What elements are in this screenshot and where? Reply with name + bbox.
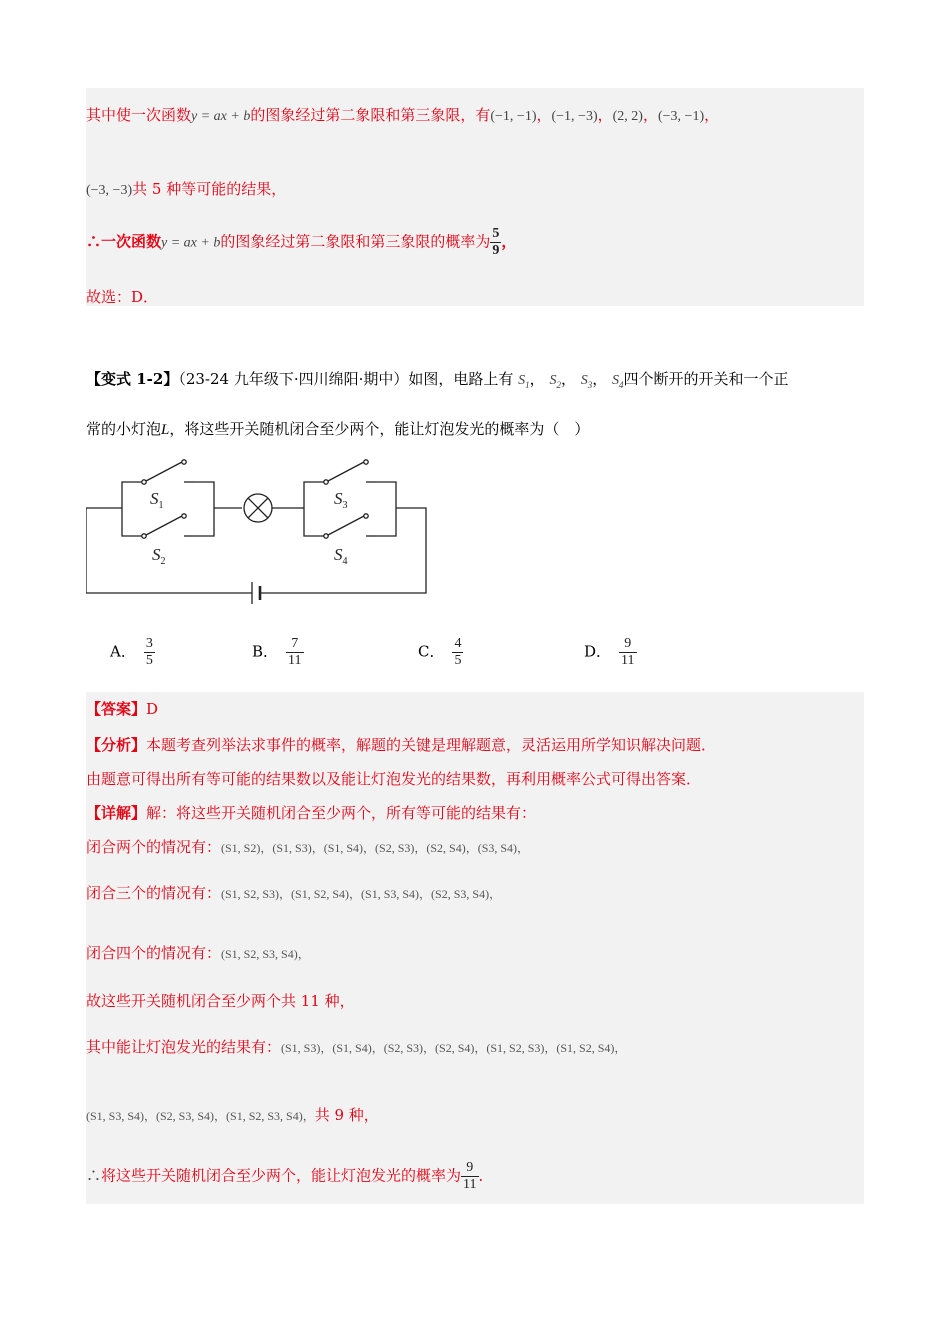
question-line-2 bbox=[86, 418, 589, 439]
fraction-numerator: 4 bbox=[454, 636, 462, 651]
wire-left bbox=[86, 508, 252, 593]
option-fraction bbox=[619, 636, 636, 669]
switch-label-3: $S_3$ bbox=[580, 373, 593, 390]
option-fraction bbox=[286, 636, 303, 669]
question-source: （23-24 九年级下·四川绵阳·期中）如图，电路上有 bbox=[178, 370, 514, 388]
option-a[interactable] bbox=[110, 636, 155, 669]
pair-5: (−3, −3) bbox=[86, 183, 133, 198]
conclusion-text: 将这些开关随机闭合至少两个，能让灯泡发光的概率为 bbox=[101, 1166, 462, 1185]
fraction-numerator: 9 bbox=[619, 636, 636, 653]
pair-3: (2, 2) bbox=[612, 109, 643, 124]
text-segment: 的图象经过第二象限和第三象限的概率为 bbox=[220, 232, 491, 251]
pair-1: (−1, −1) bbox=[490, 109, 537, 124]
option-label: C． bbox=[418, 642, 445, 661]
text-segment: 的图象经过第二象限和第三象限，有 bbox=[250, 106, 491, 124]
option-label: B． bbox=[252, 642, 279, 661]
analysis-text: 本题考查列举法求事件的概率，解题的关键是理解题意，灵活运用所学知识解决问题． bbox=[146, 736, 717, 754]
fraction-denominator: 11 bbox=[621, 653, 635, 668]
diagram-label-s1: $S_1$ bbox=[150, 489, 164, 511]
diagram-label-s2: $S_2$ bbox=[152, 545, 166, 567]
fraction-numerator: 3 bbox=[145, 636, 153, 651]
option-d[interactable] bbox=[584, 636, 637, 669]
top-line-1: 其中使一次函数y = ax + b的图象经过第二象限和第三象限，有(−1, −1)，(−1, −3)，(2, 2)，(−3, −1)， bbox=[86, 106, 720, 124]
two-closed-list: (S1, S2)，(S1, S3)，(S1, S4)，(S2, S3)，(S2, S4)，(S3, S4)， bbox=[221, 841, 530, 855]
pair-2: (−1, −3) bbox=[551, 109, 598, 124]
three-closed-label: 闭合三个的情况有： bbox=[86, 884, 222, 902]
text-segment: 常的小灯泡 bbox=[86, 420, 162, 438]
branch-left-in bbox=[122, 482, 142, 536]
s3-contact-a bbox=[324, 480, 328, 484]
light-line-1 bbox=[86, 1036, 626, 1057]
option-label: A． bbox=[110, 642, 136, 661]
option-b[interactable] bbox=[252, 636, 304, 669]
answer-line bbox=[86, 698, 158, 719]
question-tag: 【变式 1-2】 bbox=[86, 370, 179, 388]
fraction-denominator: 5 bbox=[145, 653, 153, 668]
text-segment: 故选：D． bbox=[86, 288, 159, 306]
text-segment: 其中使一次函数 bbox=[86, 106, 192, 124]
text-segment: ． bbox=[478, 1166, 494, 1185]
answer-value: D bbox=[146, 700, 159, 718]
two-closed-line bbox=[86, 836, 529, 857]
light-label: 其中能让灯泡发光的结果有： bbox=[86, 1038, 282, 1056]
s3-contact-b bbox=[364, 460, 368, 464]
s4-contact-a bbox=[324, 534, 328, 538]
top-line-2 bbox=[86, 178, 286, 199]
branch-right-in bbox=[304, 482, 324, 536]
text-segment: 四个断开的开关和一个正 bbox=[623, 370, 789, 388]
final-fraction bbox=[461, 1160, 478, 1193]
analysis-line bbox=[86, 734, 716, 755]
four-closed-line bbox=[86, 942, 310, 963]
s4-blade bbox=[328, 516, 364, 535]
s3-blade bbox=[328, 462, 364, 481]
top-line-3 bbox=[86, 226, 516, 259]
switch-label-4: $S_4$ bbox=[612, 373, 624, 390]
branch-right-out bbox=[376, 482, 396, 536]
fraction-denominator: 9 bbox=[492, 243, 500, 258]
s1-contact-a bbox=[142, 480, 146, 484]
option-fraction bbox=[144, 636, 155, 669]
analysis-line-2 bbox=[86, 768, 701, 789]
three-closed-line bbox=[86, 882, 501, 903]
fraction-numerator: 5 bbox=[492, 226, 500, 241]
pair-4: (−3, −1) bbox=[657, 109, 705, 124]
s2-contact-a bbox=[142, 534, 146, 538]
fraction-denominator: 11 bbox=[463, 1177, 477, 1192]
fraction-denominator: 5 bbox=[454, 653, 462, 668]
diagram-label-s4: $S_4$ bbox=[334, 545, 348, 567]
s4-contact-b bbox=[364, 514, 368, 518]
text-segment: ，将这些开关随机闭合至少两个，能让灯泡发光的概率为（ ） bbox=[169, 420, 590, 438]
analysis-tag: 【分析】 bbox=[86, 736, 147, 754]
conclusion-line bbox=[86, 1160, 494, 1193]
s1-contact-b bbox=[182, 460, 186, 464]
total-line bbox=[86, 990, 355, 1011]
text-segment: 共 5 种等可能的结果， bbox=[132, 180, 287, 198]
s1-blade bbox=[146, 462, 182, 481]
s2-contact-b bbox=[182, 514, 186, 518]
four-closed-list: (S1, S2, S3, S4)， bbox=[221, 947, 310, 961]
switch-label-2: $S_2$ bbox=[549, 373, 561, 390]
light-list-2: (S1, S3, S4)，(S2, S3, S4)，(S1, S2, S3, S4)， bbox=[86, 1109, 315, 1123]
wire-right bbox=[260, 508, 426, 593]
total-text: 故这些开关随机闭合至少两个共 11 种， bbox=[86, 992, 355, 1010]
option-label: D． bbox=[584, 642, 612, 661]
detail-tag: 【详解】 bbox=[86, 804, 147, 822]
probability-fraction bbox=[490, 226, 501, 259]
fraction-numerator: 7 bbox=[286, 636, 303, 653]
answer-tag: 【答案】 bbox=[86, 700, 147, 718]
fraction-denominator: 11 bbox=[288, 653, 302, 668]
lamp-label: L bbox=[161, 422, 170, 438]
detail-text: 解：将这些开关随机闭合至少两个，所有等可能的结果有： bbox=[146, 804, 537, 822]
four-closed-label: 闭合四个的情况有： bbox=[86, 944, 222, 962]
therefore-symbol: ∴ bbox=[86, 1166, 102, 1185]
light-line-2 bbox=[86, 1104, 379, 1125]
light-count: 共 9 种， bbox=[314, 1106, 379, 1124]
text-segment: ∴一次函数 bbox=[86, 232, 162, 251]
function-expression: y = ax + b bbox=[191, 109, 251, 124]
light-list-1: (S1, S3)，(S1, S4)，(S2, S3)，(S2, S4)，(S1, S2, S3)，(S1, S2, S4)， bbox=[281, 1041, 627, 1055]
branch-left-out bbox=[194, 482, 214, 536]
question-line-1: 【变式 1-2】（23-24 九年级下·四川绵阳·期中）如图，电路上有 $S_1$， $S_2$， $S_3$， $S_4$四个断开的开关和一个正 bbox=[86, 370, 789, 390]
function-expression: y = ax + b bbox=[161, 235, 221, 251]
fraction-numerator: 9 bbox=[461, 1160, 478, 1177]
two-closed-label: 闭合两个的情况有： bbox=[86, 838, 222, 856]
s2-blade bbox=[146, 516, 182, 535]
detail-line bbox=[86, 802, 536, 823]
option-fraction bbox=[452, 636, 463, 669]
circuit-diagram bbox=[86, 458, 436, 618]
analysis-text-2: 由题意可得出所有等可能的结果数以及能让灯泡发光的结果数，再利用概率公式可得出答案． bbox=[86, 770, 702, 788]
switch-label-1: $S_1$ bbox=[518, 373, 530, 390]
text-segment: ， bbox=[501, 232, 517, 251]
top-line-4 bbox=[86, 286, 158, 307]
diagram-label-s3: $S_3$ bbox=[334, 489, 348, 511]
three-closed-list: (S1, S2, S3)，(S1, S2, S4)，(S1, S3, S4)，(S2, S3, S4)， bbox=[221, 887, 502, 901]
option-c[interactable] bbox=[418, 636, 463, 669]
